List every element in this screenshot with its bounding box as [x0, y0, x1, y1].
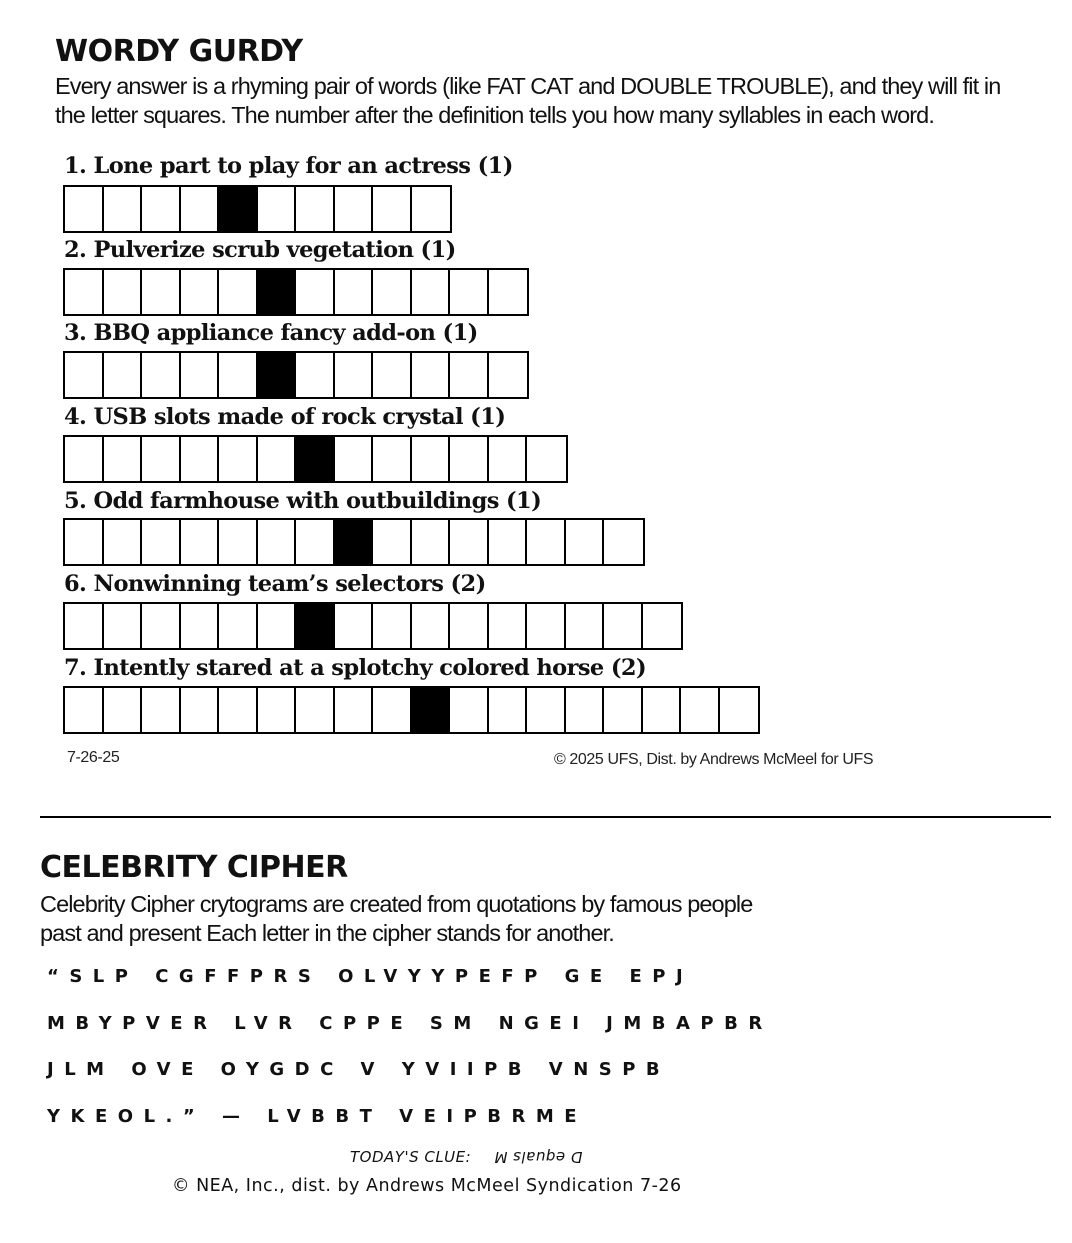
letter-square[interactable]: [373, 187, 412, 231]
letter-square[interactable]: [412, 604, 451, 648]
clue-3: 3. BBQ appliance fancy add-on (1): [64, 320, 478, 346]
todays-clue-hint-upside-down: D equals M: [494, 1148, 583, 1166]
word-separator-square: [335, 520, 374, 564]
letter-square[interactable]: [258, 604, 297, 648]
letter-square[interactable]: [65, 353, 104, 397]
letter-square[interactable]: [527, 688, 566, 732]
cipher-line-1: “SLP CGFFPRS OLVYYPEFP GE EPJ: [47, 966, 694, 987]
letter-square[interactable]: [181, 604, 220, 648]
wordy-gurdy-instructions: [55, 72, 1000, 130]
letter-square[interactable]: [489, 604, 528, 648]
letter-square[interactable]: [450, 353, 489, 397]
letter-square[interactable]: [489, 270, 528, 314]
letter-square[interactable]: [566, 688, 605, 732]
puzzle-date: 7-26-25: [67, 749, 120, 766]
letter-square[interactable]: [65, 187, 104, 231]
letter-square[interactable]: [489, 437, 528, 481]
letter-square[interactable]: [142, 437, 181, 481]
cipher-line-3: JLM OVE OYGDC V YVIIPB VNSPB: [47, 1059, 671, 1080]
clue-7: 7. Intently stared at a splotchy colored horse (2): [64, 655, 647, 681]
celebrity-cipher-title: CELEBRITY CIPHER: [40, 850, 348, 885]
letter-square[interactable]: [181, 187, 220, 231]
letter-square[interactable]: [104, 437, 143, 481]
letter-square[interactable]: [335, 688, 374, 732]
celebrity-cipher-instructions: [40, 890, 752, 948]
letter-square[interactable]: [296, 187, 335, 231]
answer-grid-5[interactable]: [63, 518, 645, 566]
letter-square[interactable]: [412, 353, 451, 397]
word-separator-square: [219, 187, 258, 231]
letter-square[interactable]: [720, 688, 759, 732]
letter-square[interactable]: [373, 437, 412, 481]
letter-square[interactable]: [219, 437, 258, 481]
letter-square[interactable]: [527, 604, 566, 648]
clue-5: 5. Odd farmhouse with outbuildings (1): [64, 488, 542, 514]
word-separator-square: [296, 437, 335, 481]
letter-square[interactable]: [643, 604, 682, 648]
letter-square[interactable]: [527, 520, 566, 564]
letter-square[interactable]: [335, 270, 374, 314]
word-separator-square: [258, 353, 297, 397]
letter-square[interactable]: [604, 688, 643, 732]
letter-square[interactable]: [489, 688, 528, 732]
letter-square[interactable]: [219, 270, 258, 314]
letter-square[interactable]: [335, 604, 374, 648]
letter-square[interactable]: [373, 270, 412, 314]
cipher-line-2: MBYPVER LVR CPPE SM NGEI JMBAPBR: [47, 1013, 773, 1034]
letter-square[interactable]: [412, 187, 451, 231]
letter-square[interactable]: [450, 437, 489, 481]
letter-square[interactable]: [296, 520, 335, 564]
letter-square[interactable]: [181, 270, 220, 314]
word-separator-square: [296, 604, 335, 648]
letter-square[interactable]: [219, 353, 258, 397]
word-separator-square: [258, 270, 297, 314]
letter-square[interactable]: [181, 353, 220, 397]
letter-square[interactable]: [104, 688, 143, 732]
cipher-line-4: YKEOL.” — LVBBT VEIPBRME: [47, 1106, 588, 1127]
letter-square[interactable]: [219, 604, 258, 648]
letter-square[interactable]: [219, 688, 258, 732]
letter-square[interactable]: [258, 187, 297, 231]
todays-clue-label: TODAY'S CLUE:: [350, 1148, 472, 1166]
letter-square[interactable]: [296, 353, 335, 397]
letter-square[interactable]: [489, 353, 528, 397]
letter-square[interactable]: [142, 270, 181, 314]
letter-square[interactable]: [604, 520, 643, 564]
answer-grid-4[interactable]: [63, 435, 568, 483]
answer-grid-7[interactable]: [63, 686, 760, 734]
todays-clue: [350, 1148, 583, 1166]
word-separator-square: [412, 688, 451, 732]
letter-square[interactable]: [142, 604, 181, 648]
letter-square[interactable]: [412, 270, 451, 314]
letter-square[interactable]: [604, 604, 643, 648]
letter-square[interactable]: [104, 604, 143, 648]
letter-square[interactable]: [65, 520, 104, 564]
letter-square[interactable]: [219, 520, 258, 564]
letter-square[interactable]: [104, 187, 143, 231]
clue-6: 6. Nonwinning team’s selectors (2): [64, 571, 486, 597]
letter-square[interactable]: [681, 688, 720, 732]
letter-square[interactable]: [373, 604, 412, 648]
answer-grid-1[interactable]: [63, 185, 452, 233]
celebrity-cipher-copyright: © NEA, Inc., dist. by Andrews McMeel Syndication 7-26: [172, 1176, 682, 1196]
clue-4: 4. USB slots made of rock crystal (1): [64, 404, 506, 430]
instructions-line: Celebrity Cipher crytograms are created from quotations by famous people: [40, 891, 753, 917]
instructions-line: Every answer is a rhyming pair of words (like FAT CAT and DOUBLE TROUBLE), and they will fit in: [55, 73, 1001, 99]
letter-square[interactable]: [450, 270, 489, 314]
letter-square[interactable]: [373, 688, 412, 732]
letter-square[interactable]: [142, 520, 181, 564]
letter-square[interactable]: [566, 520, 605, 564]
letter-square[interactable]: [373, 353, 412, 397]
letter-square[interactable]: [142, 688, 181, 732]
instructions-line: the letter squares. The number after the definition tells you how many syllables in each word.: [55, 102, 934, 128]
letter-square[interactable]: [335, 187, 374, 231]
letter-square[interactable]: [258, 688, 297, 732]
letter-square[interactable]: [412, 520, 451, 564]
letter-square[interactable]: [65, 604, 104, 648]
letter-square[interactable]: [65, 270, 104, 314]
letter-square[interactable]: [450, 604, 489, 648]
letter-square[interactable]: [181, 437, 220, 481]
letter-square[interactable]: [104, 520, 143, 564]
letter-square[interactable]: [142, 187, 181, 231]
letter-square[interactable]: [104, 353, 143, 397]
letter-square[interactable]: [450, 688, 489, 732]
letter-square[interactable]: [258, 437, 297, 481]
answer-grid-6[interactable]: [63, 602, 683, 650]
letter-square[interactable]: [412, 437, 451, 481]
letter-square[interactable]: [643, 688, 682, 732]
letter-square[interactable]: [296, 270, 335, 314]
letter-square[interactable]: [296, 688, 335, 732]
letter-square[interactable]: [373, 520, 412, 564]
letter-square[interactable]: [65, 688, 104, 732]
letter-square[interactable]: [258, 520, 297, 564]
answer-grid-3[interactable]: [63, 351, 529, 399]
letter-square[interactable]: [335, 437, 374, 481]
letter-square[interactable]: [104, 270, 143, 314]
letter-square[interactable]: [142, 353, 181, 397]
letter-square[interactable]: [566, 604, 605, 648]
section-divider: [40, 816, 1051, 818]
letter-square[interactable]: [181, 520, 220, 564]
letter-square[interactable]: [450, 520, 489, 564]
letter-square[interactable]: [181, 688, 220, 732]
answer-grid-2[interactable]: [63, 268, 529, 316]
letter-square[interactable]: [489, 520, 528, 564]
wordy-gurdy-copyright: © 2025 UFS, Dist. by Andrews McMeel for UFS: [554, 751, 874, 768]
instructions-line: past and present Each letter in the cipher stands for another.: [40, 920, 614, 946]
letter-square[interactable]: [65, 437, 104, 481]
wordy-gurdy-title: WORDY GURDY: [55, 34, 303, 69]
letter-square[interactable]: [335, 353, 374, 397]
clue-1: 1. Lone part to play for an actress (1): [64, 153, 513, 179]
letter-square[interactable]: [527, 437, 566, 481]
clue-2: 2. Pulverize scrub vegetation (1): [64, 237, 456, 263]
